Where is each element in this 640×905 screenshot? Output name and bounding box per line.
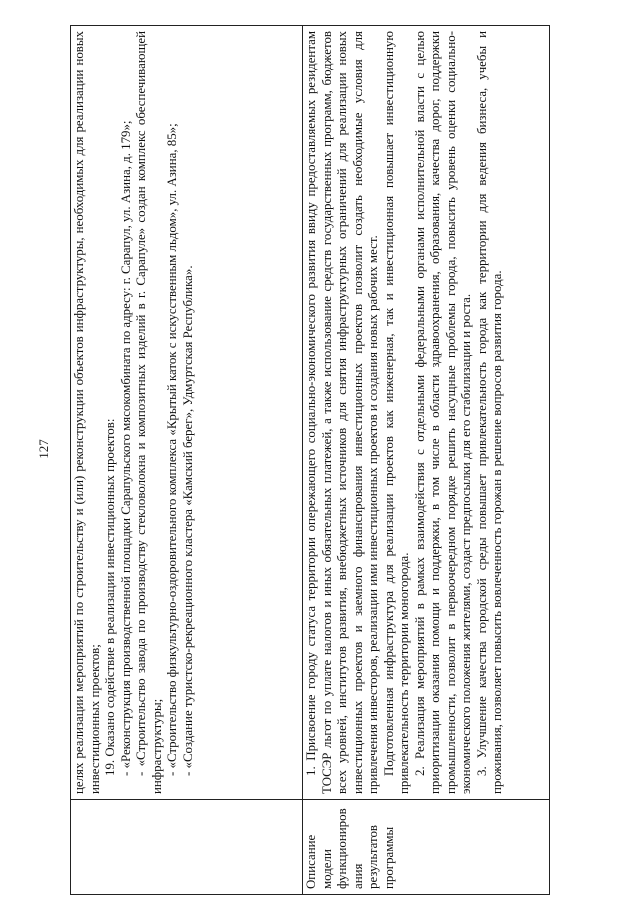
table-row <box>303 26 550 895</box>
table-row <box>71 26 303 895</box>
row2-label-cell <box>303 800 550 895</box>
row1-paragraph: - «Реконструкция производственной площадки Сарапульского мясокомбината по адресу: г. Сарапул, ул. Азина, д. 179»; <box>118 120 133 776</box>
row2-paragraph: Подготовленная инфраструктура для реализации проектов как инженерная, так и инвестиционная повышает инвестиционную привлекательность территории моногорода. <box>381 31 411 794</box>
row2-paragraph: 3. Улучшение качества городской среды повышает привлекательность города как территории для ведения бизнеса, учебы и проживания, позволяет повысить вовлеченность горожан в решение вопросов развития города. <box>474 31 504 794</box>
row1-content-cell <box>71 26 303 800</box>
row1-paragraph: 19. Оказано содействие в реализации инвестиционных проектов: <box>103 418 117 776</box>
rotated-table-sheet <box>70 25 550 895</box>
row2-label-line: модели <box>319 849 334 889</box>
row1-paragraph: - «Строительство физкультурно-оздоровительного комплекса «Крытый каток с искусственным льдом», ул. Азина, 85»; <box>165 123 179 776</box>
row2-paragraph: 2. Реализация мероприятий в рамках взаимодействия с отдельными федеральными органами исполнительной власти с целью приоритизации оказания помощи и поддержки, в том числе в области здравоохранения, образования, качества дорог, поддержки промышленности, позволит в первоочередном порядке решить насущные проблемы города, повысить уровень оценки социально-экономического положения жителями, создаст предпосылки для его стабилизации и роста. <box>412 31 473 794</box>
row1-paragraph: целях реализации мероприятий по строительству и (или) реконструкции объектов инфраструктуры, необходимых для реализации новых инвестиционных проектов; <box>72 31 102 794</box>
page-number: 127 <box>36 439 51 459</box>
program-table <box>70 25 550 895</box>
row2-label-line: результатов <box>366 824 380 889</box>
row1-label-cell <box>71 800 303 895</box>
row2-paragraph: 1. Присвоение городу статуса территории опережающего социально-экономического развития ввиду предоставляемых резидентам ТОСЭР льгот по уплате налогов и иных обязательных платежей, а также использование средств государственных программ, бюджетов всех уровней, институтов развития, внебюджетных источников для снятия инфраструктурных ограничений для реализации новых инвестиционных проектов и заемного финансирования инвестиционных проектов позволит создать необходимые условия для привлечения инвесторов, реализации ими инвестиционных проектов и создания новых рабочих мест. <box>304 31 380 794</box>
row1-paragraph: - «Создание туристско-рекреационного кластера «Камский берег», Удмуртская Республика». <box>180 265 195 776</box>
row2-label-line: программы <box>381 826 396 889</box>
row2-label-line: ания <box>350 863 365 889</box>
row2-label-line: Описание <box>304 834 318 889</box>
row1-paragraph: - «Строительство завода по производству стекловолокна и композитных изделий в г. Сарапуле» создан комплекс обеспечивающей инфраструктуры; <box>134 31 164 794</box>
row2-label-line: функциониров <box>335 808 349 889</box>
row2-content-cell <box>303 26 550 800</box>
